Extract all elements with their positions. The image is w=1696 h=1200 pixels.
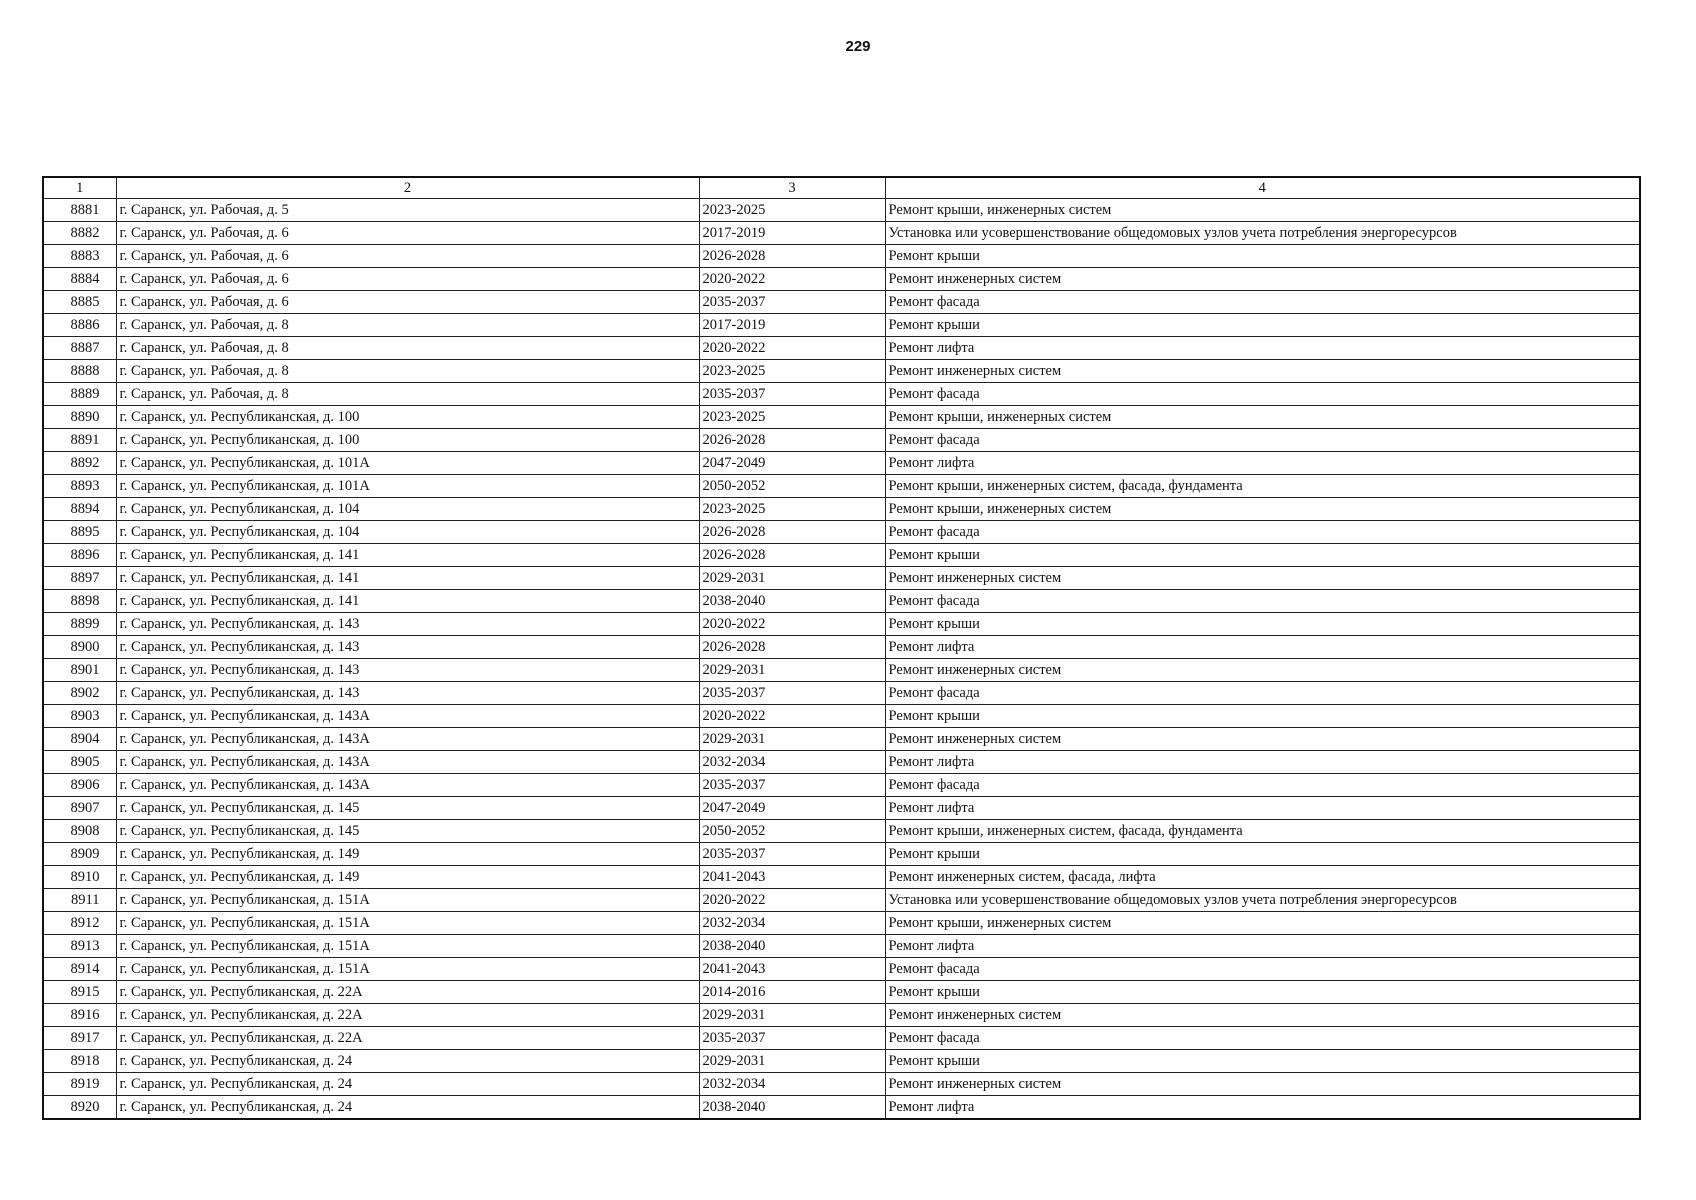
table-row (43, 1027, 1640, 1050)
work-type-cell: Ремонт инженерных систем (885, 360, 1640, 383)
address-cell: г. Саранск, ул. Республиканская, д. 151А (116, 958, 699, 981)
work-type-cell: Ремонт инженерных систем (885, 659, 1640, 682)
row-number-cell: 8910 (43, 866, 116, 889)
address-cell: г. Саранск, ул. Рабочая, д. 6 (116, 245, 699, 268)
row-number-cell: 8885 (43, 291, 116, 314)
work-type-cell: Ремонт крыши, инженерных систем, фасада, фундамента (885, 820, 1640, 843)
column-header-3: 3 (699, 177, 885, 199)
column-header-1: 1 (43, 177, 116, 199)
page-number: 229 (845, 38, 871, 55)
period-cell: 2017-2019 (699, 314, 885, 337)
period-cell: 2035-2037 (699, 774, 885, 797)
work-type-cell: Установка или усовершенствование общедомовых узлов учета потребления энергоресурсов (885, 889, 1640, 912)
address-cell: г. Саранск, ул. Республиканская, д. 24 (116, 1073, 699, 1096)
address-cell: г. Саранск, ул. Рабочая, д. 8 (116, 337, 699, 360)
work-type-cell: Ремонт инженерных систем (885, 268, 1640, 291)
row-number-cell: 8909 (43, 843, 116, 866)
table-row (43, 222, 1640, 245)
address-cell: г. Саранск, ул. Рабочая, д. 6 (116, 291, 699, 314)
work-type-cell: Ремонт фасада (885, 429, 1640, 452)
address-cell: г. Саранск, ул. Республиканская, д. 24 (116, 1096, 699, 1120)
period-cell: 2029-2031 (699, 1004, 885, 1027)
work-type-cell: Ремонт инженерных систем, фасада, лифта (885, 866, 1640, 889)
period-cell: 2035-2037 (699, 291, 885, 314)
work-type-cell: Ремонт крыши, инженерных систем (885, 912, 1640, 935)
address-cell: г. Саранск, ул. Рабочая, д. 5 (116, 199, 699, 222)
work-type-cell: Ремонт крыши (885, 981, 1640, 1004)
row-number-cell: 8882 (43, 222, 116, 245)
table-row (43, 613, 1640, 636)
row-number-cell: 8894 (43, 498, 116, 521)
row-number-cell: 8886 (43, 314, 116, 337)
row-number-cell: 8918 (43, 1050, 116, 1073)
address-cell: г. Саранск, ул. Республиканская, д. 101А (116, 475, 699, 498)
table-row (43, 1073, 1640, 1096)
table-header (43, 177, 1640, 199)
table-row (43, 521, 1640, 544)
table-row (43, 659, 1640, 682)
table-body (43, 199, 1640, 1120)
work-type-cell: Ремонт крыши (885, 1050, 1640, 1073)
period-cell: 2038-2040 (699, 935, 885, 958)
period-cell: 2026-2028 (699, 544, 885, 567)
period-cell: 2026-2028 (699, 521, 885, 544)
period-cell: 2032-2034 (699, 1073, 885, 1096)
row-number-cell: 8913 (43, 935, 116, 958)
row-number-cell: 8888 (43, 360, 116, 383)
work-type-cell: Ремонт фасада (885, 682, 1640, 705)
work-type-cell: Ремонт лифта (885, 1096, 1640, 1120)
work-type-cell: Ремонт лифта (885, 935, 1640, 958)
column-header-2: 2 (116, 177, 699, 199)
work-type-cell: Ремонт крыши (885, 705, 1640, 728)
period-cell: 2014-2016 (699, 981, 885, 1004)
address-cell: г. Саранск, ул. Республиканская, д. 22А (116, 1027, 699, 1050)
address-cell: г. Саранск, ул. Республиканская, д. 151А (116, 912, 699, 935)
work-type-cell: Ремонт лифта (885, 452, 1640, 475)
address-cell: г. Саранск, ул. Рабочая, д. 6 (116, 268, 699, 291)
row-number-cell: 8919 (43, 1073, 116, 1096)
period-cell: 2026-2028 (699, 245, 885, 268)
row-number-cell: 8914 (43, 958, 116, 981)
period-cell: 2029-2031 (699, 1050, 885, 1073)
address-cell: г. Саранск, ул. Республиканская, д. 22А (116, 981, 699, 1004)
work-type-cell: Ремонт инженерных систем (885, 1073, 1640, 1096)
address-cell: г. Саранск, ул. Республиканская, д. 141 (116, 567, 699, 590)
address-cell: г. Саранск, ул. Республиканская, д. 143А (116, 751, 699, 774)
table-row (43, 797, 1640, 820)
row-number-cell: 8887 (43, 337, 116, 360)
table-row (43, 820, 1640, 843)
period-cell: 2020-2022 (699, 705, 885, 728)
address-cell: г. Саранск, ул. Республиканская, д. 100 (116, 406, 699, 429)
period-cell: 2035-2037 (699, 1027, 885, 1050)
address-cell: г. Саранск, ул. Республиканская, д. 141 (116, 544, 699, 567)
work-type-cell: Установка или усовершенствование общедомовых узлов учета потребления энергоресурсов (885, 222, 1640, 245)
address-cell: г. Саранск, ул. Рабочая, д. 6 (116, 222, 699, 245)
work-type-cell: Ремонт фасада (885, 774, 1640, 797)
work-type-cell: Ремонт фасада (885, 958, 1640, 981)
address-cell: г. Саранск, ул. Республиканская, д. 145 (116, 820, 699, 843)
row-number-cell: 8907 (43, 797, 116, 820)
row-number-cell: 8908 (43, 820, 116, 843)
period-cell: 2041-2043 (699, 958, 885, 981)
address-cell: г. Саранск, ул. Республиканская, д. 143А (116, 705, 699, 728)
table-row (43, 337, 1640, 360)
table-row (43, 199, 1640, 222)
address-cell: г. Саранск, ул. Республиканская, д. 24 (116, 1050, 699, 1073)
period-cell: 2035-2037 (699, 682, 885, 705)
period-cell: 2035-2037 (699, 843, 885, 866)
address-cell: г. Саранск, ул. Республиканская, д. 149 (116, 843, 699, 866)
row-number-cell: 8893 (43, 475, 116, 498)
period-cell: 2023-2025 (699, 199, 885, 222)
table-row (43, 429, 1640, 452)
table-row (43, 406, 1640, 429)
table-row (43, 498, 1640, 521)
table-row (43, 866, 1640, 889)
address-cell: г. Саранск, ул. Республиканская, д. 100 (116, 429, 699, 452)
row-number-cell: 8902 (43, 682, 116, 705)
table-row (43, 314, 1640, 337)
row-number-cell: 8920 (43, 1096, 116, 1120)
row-number-cell: 8897 (43, 567, 116, 590)
row-number-cell: 8916 (43, 1004, 116, 1027)
address-cell: г. Саранск, ул. Республиканская, д. 143 (116, 636, 699, 659)
work-type-cell: Ремонт крыши (885, 314, 1640, 337)
table-row (43, 1050, 1640, 1073)
work-type-cell: Ремонт крыши, инженерных систем, фасада, фундамента (885, 475, 1640, 498)
table-row (43, 383, 1640, 406)
work-type-cell: Ремонт крыши (885, 544, 1640, 567)
period-cell: 2029-2031 (699, 567, 885, 590)
work-type-cell: Ремонт фасада (885, 383, 1640, 406)
period-cell: 2038-2040 (699, 1096, 885, 1120)
work-type-cell: Ремонт лифта (885, 337, 1640, 360)
work-type-cell: Ремонт фасада (885, 521, 1640, 544)
work-type-cell: Ремонт инженерных систем (885, 1004, 1640, 1027)
row-number-cell: 8881 (43, 199, 116, 222)
period-cell: 2029-2031 (699, 728, 885, 751)
row-number-cell: 8912 (43, 912, 116, 935)
period-cell: 2032-2034 (699, 912, 885, 935)
table-row (43, 1096, 1640, 1120)
address-cell: г. Саранск, ул. Республиканская, д. 145 (116, 797, 699, 820)
period-cell: 2020-2022 (699, 268, 885, 291)
table-row (43, 268, 1640, 291)
work-type-cell: Ремонт крыши, инженерных систем (885, 406, 1640, 429)
period-cell: 2017-2019 (699, 222, 885, 245)
address-cell: г. Саранск, ул. Республиканская, д. 143 (116, 613, 699, 636)
work-type-cell: Ремонт крыши (885, 245, 1640, 268)
address-cell: г. Саранск, ул. Республиканская, д. 104 (116, 498, 699, 521)
table-row (43, 751, 1640, 774)
table-row (43, 935, 1640, 958)
row-number-cell: 8903 (43, 705, 116, 728)
address-cell: г. Саранск, ул. Республиканская, д. 151А (116, 935, 699, 958)
table-row (43, 958, 1640, 981)
table-row (43, 360, 1640, 383)
column-header-4: 4 (885, 177, 1640, 199)
address-cell: г. Саранск, ул. Республиканская, д. 143 (116, 682, 699, 705)
row-number-cell: 8915 (43, 981, 116, 1004)
table-row (43, 981, 1640, 1004)
address-cell: г. Саранск, ул. Рабочая, д. 8 (116, 383, 699, 406)
table-row (43, 728, 1640, 751)
period-cell: 2047-2049 (699, 452, 885, 475)
period-cell: 2032-2034 (699, 751, 885, 774)
address-cell: г. Саранск, ул. Республиканская, д. 22А (116, 1004, 699, 1027)
table-row (43, 636, 1640, 659)
address-cell: г. Саранск, ул. Республиканская, д. 143 (116, 659, 699, 682)
period-cell: 2035-2037 (699, 383, 885, 406)
work-type-cell: Ремонт инженерных систем (885, 567, 1640, 590)
address-cell: г. Саранск, ул. Республиканская, д. 143А (116, 728, 699, 751)
row-number-cell: 8901 (43, 659, 116, 682)
table-row (43, 682, 1640, 705)
work-type-cell: Ремонт крыши (885, 613, 1640, 636)
row-number-cell: 8889 (43, 383, 116, 406)
period-cell: 2020-2022 (699, 889, 885, 912)
row-number-cell: 8898 (43, 590, 116, 613)
work-type-cell: Ремонт крыши, инженерных систем (885, 199, 1640, 222)
period-cell: 2050-2052 (699, 475, 885, 498)
period-cell: 2029-2031 (699, 659, 885, 682)
period-cell: 2026-2028 (699, 636, 885, 659)
table-row (43, 452, 1640, 475)
work-type-cell: Ремонт фасада (885, 590, 1640, 613)
work-type-cell: Ремонт инженерных систем (885, 728, 1640, 751)
work-type-cell: Ремонт крыши (885, 843, 1640, 866)
work-type-cell: Ремонт фасада (885, 1027, 1640, 1050)
work-type-cell: Ремонт крыши, инженерных систем (885, 498, 1640, 521)
table-row (43, 567, 1640, 590)
table-row (43, 705, 1640, 728)
period-cell: 2020-2022 (699, 613, 885, 636)
table-row (43, 1004, 1640, 1027)
row-number-cell: 8890 (43, 406, 116, 429)
address-cell: г. Саранск, ул. Рабочая, д. 8 (116, 360, 699, 383)
table-row (43, 544, 1640, 567)
row-number-cell: 8899 (43, 613, 116, 636)
table-row (43, 774, 1640, 797)
row-number-cell: 8906 (43, 774, 116, 797)
work-type-cell: Ремонт лифта (885, 636, 1640, 659)
address-cell: г. Саранск, ул. Республиканская, д. 143А (116, 774, 699, 797)
address-cell: г. Саранск, ул. Республиканская, д. 149 (116, 866, 699, 889)
address-cell: г. Саранск, ул. Республиканская, д. 101А (116, 452, 699, 475)
period-cell: 2023-2025 (699, 360, 885, 383)
row-number-cell: 8896 (43, 544, 116, 567)
row-number-cell: 8891 (43, 429, 116, 452)
table-row (43, 889, 1640, 912)
table-row (43, 590, 1640, 613)
row-number-cell: 8895 (43, 521, 116, 544)
table-row (43, 475, 1640, 498)
row-number-cell: 8883 (43, 245, 116, 268)
row-number-cell: 8904 (43, 728, 116, 751)
table-row (43, 843, 1640, 866)
table-row (43, 291, 1640, 314)
work-type-cell: Ремонт лифта (885, 751, 1640, 774)
table-row (43, 245, 1640, 268)
period-cell: 2023-2025 (699, 498, 885, 521)
row-number-cell: 8911 (43, 889, 116, 912)
period-cell: 2041-2043 (699, 866, 885, 889)
address-cell: г. Саранск, ул. Республиканская, д. 151А (116, 889, 699, 912)
row-number-cell: 8884 (43, 268, 116, 291)
work-type-cell: Ремонт лифта (885, 797, 1640, 820)
period-cell: 2050-2052 (699, 820, 885, 843)
row-number-cell: 8900 (43, 636, 116, 659)
table-row (43, 912, 1640, 935)
address-cell: г. Саранск, ул. Рабочая, д. 8 (116, 314, 699, 337)
address-cell: г. Саранск, ул. Республиканская, д. 141 (116, 590, 699, 613)
address-cell: г. Саранск, ул. Республиканская, д. 104 (116, 521, 699, 544)
period-cell: 2047-2049 (699, 797, 885, 820)
row-number-cell: 8905 (43, 751, 116, 774)
header-row (43, 177, 1640, 199)
period-cell: 2020-2022 (699, 337, 885, 360)
period-cell: 2026-2028 (699, 429, 885, 452)
row-number-cell: 8917 (43, 1027, 116, 1050)
repair-schedule-table (42, 176, 1641, 1120)
work-type-cell: Ремонт фасада (885, 291, 1640, 314)
period-cell: 2038-2040 (699, 590, 885, 613)
row-number-cell: 8892 (43, 452, 116, 475)
period-cell: 2023-2025 (699, 406, 885, 429)
